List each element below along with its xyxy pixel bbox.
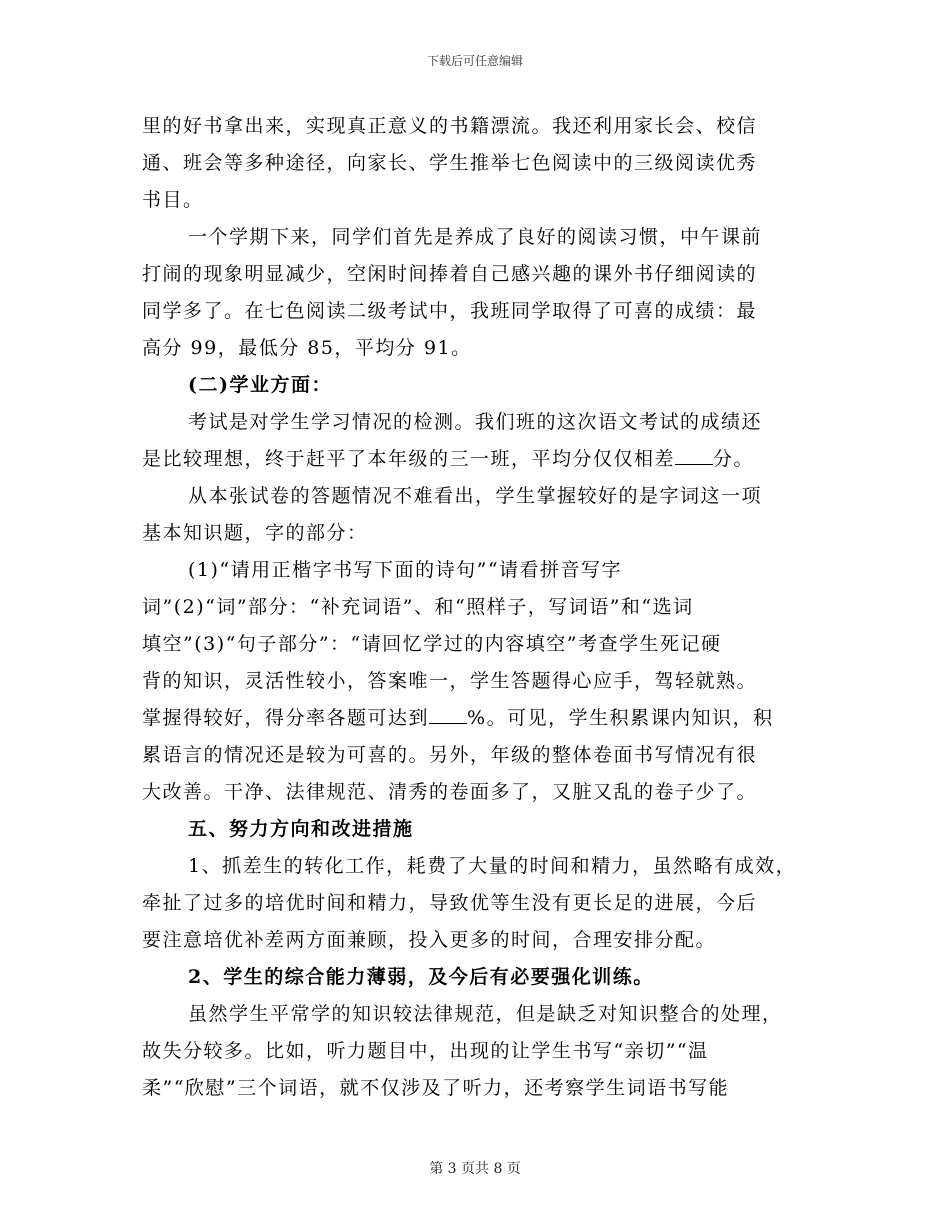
body-line: 书目。 — [142, 189, 204, 211]
body-line: 通、班会等多种途径，向家长、学生推举七色阅读中的三级阅读优秀 — [142, 152, 758, 174]
body-text: 掌握得较好，得分率各题可达到 — [142, 707, 430, 729]
body-line — [142, 441, 832, 478]
paragraph-start: 一个学期下来，同学们首先是养成了良好的阅读习惯，中午课前 — [188, 226, 763, 248]
body-line: 词”(2)“词”部分：“补充词语”、和“照样子，写词语”和“选词 — [142, 596, 694, 618]
body-line: 牵扯了过多的培优时间和精力，导致优等生没有更长足的进展，今后 — [142, 892, 758, 914]
body-line: 累语言的情况还是较为可喜的。另外，年级的整体卷面书写情况有很 — [142, 744, 758, 766]
subheading-ability: 2、学生的综合能力薄弱，及今后有必要强化训练。 — [188, 966, 654, 988]
body-line: 同学多了。在七色阅读二级考试中，我班同学取得了可喜的成绩：最 — [142, 300, 758, 322]
paragraph-start: (1)“请用正楷字书写下面的诗句”“请看拼音写字 — [188, 559, 623, 581]
section-heading-academics: (二)学业方面： — [188, 374, 332, 396]
body-line: 柔”“欣慰”三个词语，就不仅涉及了听力，还考察学生词语书写能 — [142, 1077, 730, 1099]
body-line: 打闹的现象明显减少，空闲时间捧着自己感兴趣的课外书仔细阅读的 — [142, 263, 758, 285]
body-line: 填空”(3)“句子部分”：“请回忆学过的内容填空”考查学生死记硬 — [142, 633, 722, 655]
body-line — [142, 700, 832, 737]
body-line: 基本知识题，字的部分： — [142, 522, 368, 544]
page-number: 第 3 页共 8 页 — [429, 1161, 521, 1177]
body-line: 高分 99，最低分 85，平均分 91。 — [142, 337, 472, 359]
page-header-note: 下载后可任意编辑 — [426, 54, 523, 68]
document-body — [142, 108, 832, 1107]
body-line: 大改善。干净、法律规范、清秀的卷面多了，又脏又乱的卷子少了。 — [142, 781, 758, 803]
body-line: 故失分较多。比如，听力题目中，出现的让学生书写“亲切”“温 — [142, 1040, 709, 1062]
paragraph-start: 从本张试卷的答题情况不难看出，学生掌握较好的是字词这一项 — [188, 485, 763, 507]
paragraph-start: 考试是对学生学习情况的检测。我们班的这次语文考试的成绩还 — [188, 411, 763, 433]
section-heading-improvement: 五、努力方向和改进措施 — [188, 818, 414, 840]
body-text: 分。 — [713, 448, 755, 470]
paragraph-start: 1、抓差生的转化工作，耗费了大量的时间和精力，虽然略有成效， — [188, 855, 797, 877]
body-line: 要注意培优补差两方面兼顾，投入更多的时间，合理安排分配。 — [142, 929, 717, 951]
body-text: %。可见，学生积累课内知识，积 — [467, 707, 774, 729]
fill-in-blank — [429, 701, 467, 724]
paragraph-start: 虽然学生平常学的知识较法律规范，但是缺乏对知识整合的处理， — [188, 1003, 783, 1025]
body-text: 是比较理想，终于赶平了本年级的三一班，平均分仅仅相差 — [142, 448, 676, 470]
body-line: 背的知识，灵活性较小，答案唯一，学生答题得心应手，驾轻就熟。 — [142, 670, 758, 692]
body-line: 里的好书拿出来，实现真正意义的书籍漂流。我还利用家长会、校信 — [142, 115, 758, 137]
fill-in-blank — [675, 442, 713, 465]
